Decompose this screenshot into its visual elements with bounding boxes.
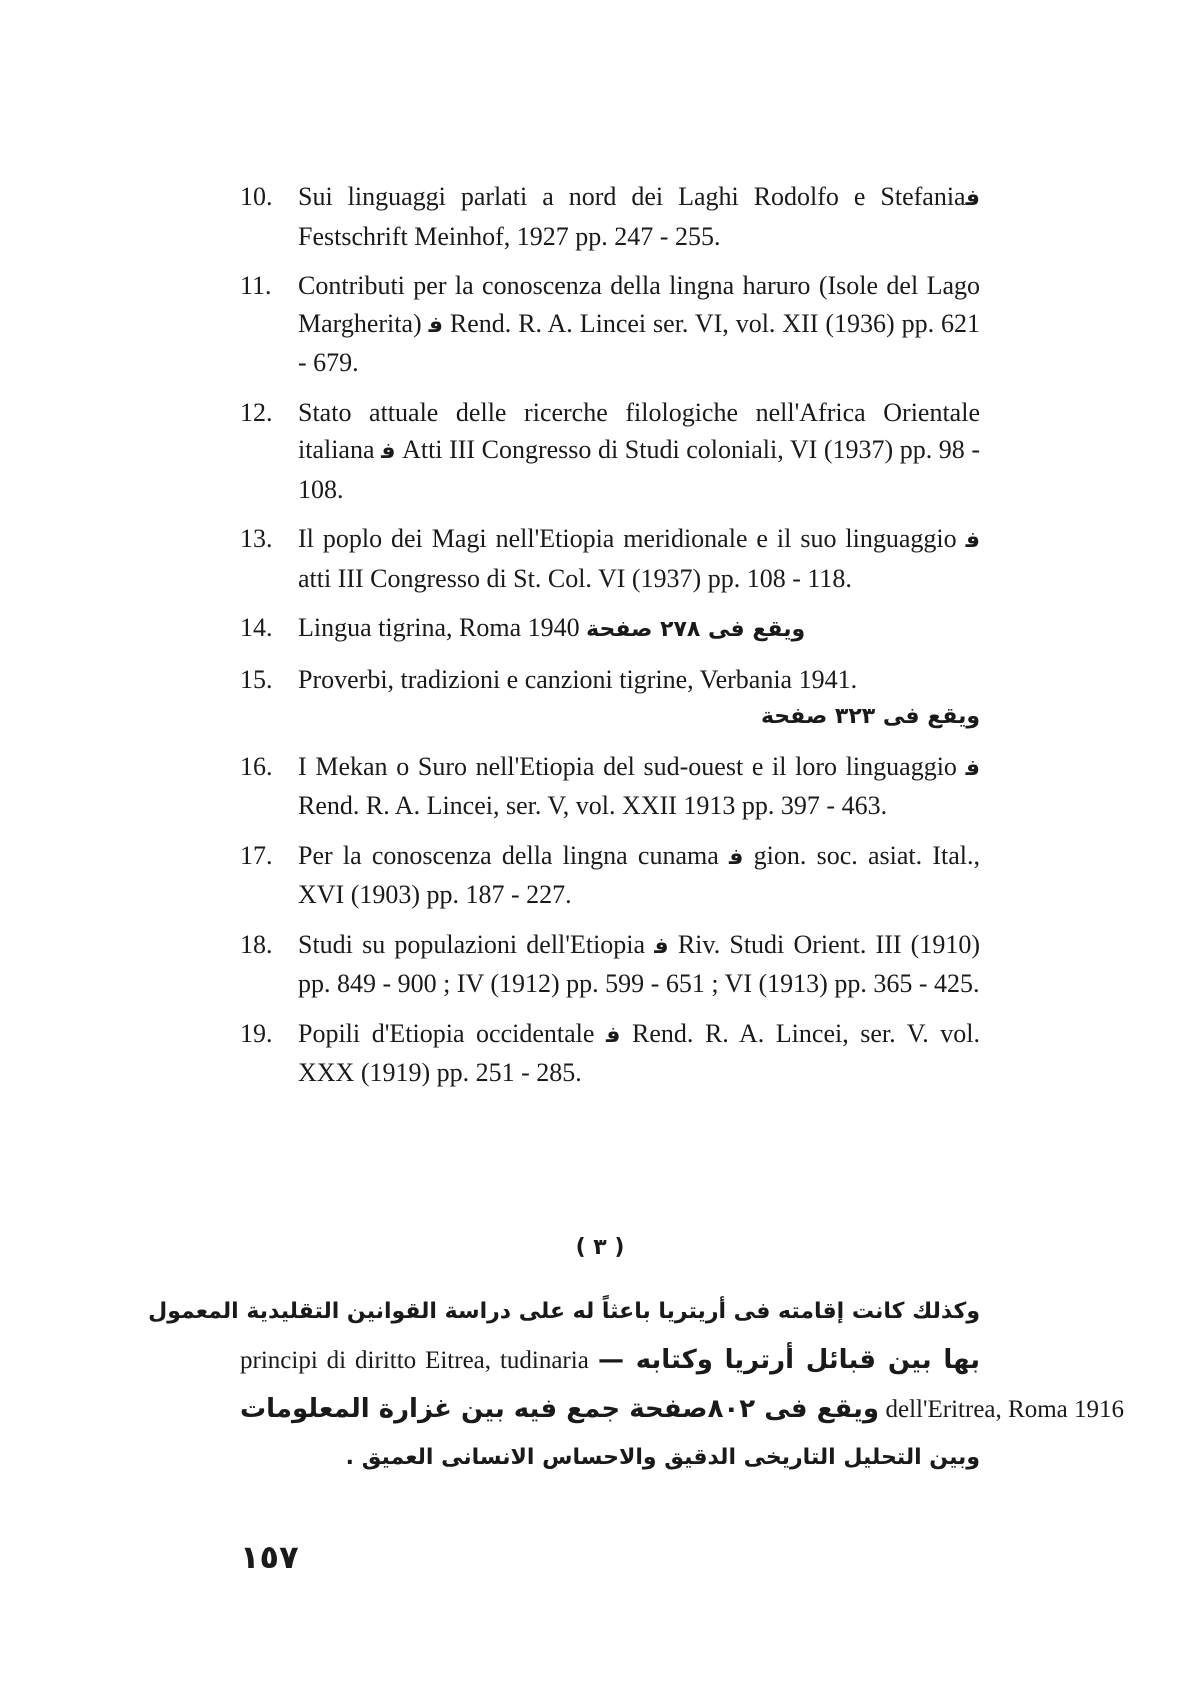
entry-number: 10. [240,182,273,211]
entry-number: 12. [240,397,273,427]
paragraph-line-2 [240,1336,980,1385]
bibliography-entry-16 [240,748,980,825]
entry-number: 14. [240,613,273,642]
entry-arabic-word: ﻓ [381,439,396,464]
entry-arabic-word: ﻓ [428,312,444,338]
entry-text-continued: Riv. Studi Orient. III (1910) pp. 849 - 900 ; IV (1912) pp. 599 - 651 ; VI (1913) pp. 365 - 425. [298,929,980,998]
entry-arabic-word: ﻓ [728,844,744,870]
entry-arabic-word: ﻓ [965,528,980,553]
page-number: ١٥٧ [240,1538,299,1576]
entry-text: Studi su populazioni dell'Etiopia [298,929,655,959]
entry-text: Lingua tigrina, Roma 1940 [298,613,587,642]
entry-text-continued: Rend. R. A. Lincei, ser. V, vol. XXII 1913 pp. 397 - 463. [298,791,888,820]
section-number: ( ٣ ) [575,1235,625,1260]
entry-arabic-word: ﻓ [606,1022,621,1048]
entry-text-continued: gion. soc. asiat. Ital., XVI (1903) pp. 187 - 227. [298,840,980,909]
paragraph-arabic-text: بها بين قبائل أرتريا وكتابه — [598,1345,981,1375]
bibliography-list [240,178,980,1104]
entry-number: 11. [240,271,272,300]
entry-text-continued: Atti III Congresso di Studi coloniali, VI (1937) pp. 98 - 108. [298,435,981,504]
entry-number: 13. [240,524,273,553]
entry-text: Stato attuale delle ricerche filologiche nell'Africa Orientale italiana [298,397,980,464]
bibliography-entry-11 [240,267,980,382]
entry-arabic-word: ﻓ [965,186,980,211]
entry-arabic-word: ﻓ [965,755,980,781]
entry-text-continued: Rend. R. A. Lincei, ser. V. vol. XXX (1919) pp. 251 - 285. [298,1018,980,1087]
paragraph-latin-text: principi di diritto Eitrea, tudinaria [240,1347,589,1374]
entry-number: 18. [240,929,273,959]
entry-text: I Mekan o Suro nell'Etiopia del sud-ouest e il loro linguaggio [298,751,966,781]
paragraph-line-3 [240,1385,1124,1434]
bibliography-entry-18 [240,926,980,1003]
entry-number: 15. [240,664,273,694]
entry-text-continued: atti III Congresso di St. Col. VI (1937) pp. 108 - 118. [298,563,852,593]
entry-arabic-note: ويقع فى ٣٢٣ صفحة [760,704,980,729]
bibliography-entry-19 [240,1015,980,1092]
paragraph-arabic-text: ويقع فى ٨٠٢صفحة جمع فيه بين غزارة المعلومات [240,1394,880,1424]
entry-arabic-note: ويقع فى ٢٧٨ صفحة [586,617,806,642]
entry-text: Contributi per la conoscenza della lingna haruro (Isole del Lago Margherita) [298,271,980,338]
bibliography-entry-12 [240,394,980,509]
bibliography-entry-15 [240,661,980,736]
bibliography-entry-17 [240,837,980,914]
entry-arabic-word: ﻓ [654,933,669,959]
entry-text: Sui linguaggi parlati a nord dei Laghi Rodolfo e Stefania [298,182,966,211]
entry-text-continued: Rend. R. A. Lincei ser. VI, vol. XII (1936) pp. 621 - 679. [298,308,980,377]
entry-text: Il poplo dei Magi nell'Etiopia meridionale e il suo linguaggio [298,524,966,553]
entry-number: 16. [240,751,273,781]
arabic-paragraph [148,1288,1124,1482]
entry-number: 17. [240,840,273,870]
section-heading [0,1228,1200,1262]
bibliography-entry-14 [240,609,980,649]
paragraph-line-4: وبين التحليل التاريخى الدقيق والاحساس الانسانى العميق . [345,1445,980,1470]
bibliography-entry-10 [240,178,980,255]
bibliography-entry-13 [240,520,980,597]
paragraph-latin-text: dell'Eritrea, Roma 1916 [885,1396,1124,1423]
entry-text: Per la conoscenza della lingna cunama [298,840,729,870]
entry-number: 19. [240,1018,273,1048]
entry-text: Proverbi, tradizioni e canzioni tigrine, Verbania 1941. [298,664,858,694]
paragraph-line-1: وكذلك كانت إقامته فى أريتريا باعثاً له على دراسة القوانين التقليدية المعمول [148,1299,980,1324]
entry-text: Popili d'Etiopia occidentale [298,1018,607,1048]
entry-text-continued: Festschrift Meinhof, 1927 pp. 247 - 255. [298,221,721,251]
